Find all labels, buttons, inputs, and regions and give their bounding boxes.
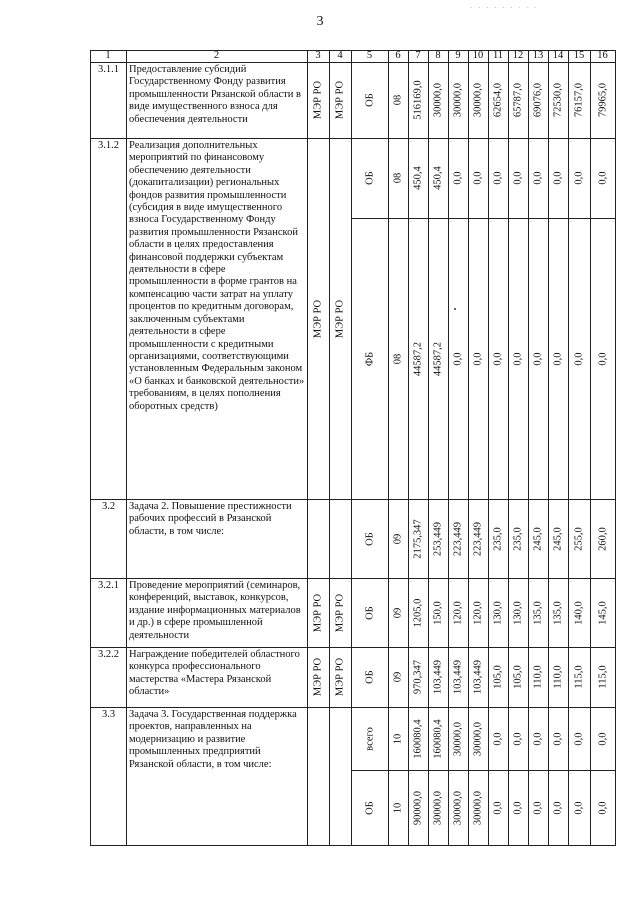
amount-value-text: 0,0 [532, 351, 544, 366]
amount-value-text: 0,0 [532, 171, 544, 185]
amount-value-text: 30000,0 [452, 721, 464, 756]
table-rule [508, 647, 509, 707]
table-rule [548, 62, 549, 138]
amount-value-text: 223,449 [452, 521, 464, 556]
amount-value-text: 44587,2 [412, 341, 424, 376]
column-header-3: 3 [315, 50, 321, 61]
amount-value-text: 970,347 [412, 659, 424, 695]
amount-value-text: 145,0 [597, 600, 608, 625]
amount-value-text: 0,0 [472, 351, 484, 366]
amount-value-text: 223,449 [472, 521, 484, 556]
amount-value-text: 72530,0 [552, 82, 564, 118]
row-description: Проведение мероприятий (семинаров, конференций, выставок, конкурсов, издание информационных материалов и др.) в сфере промышленной деятельности [129, 580, 301, 641]
table-rule [126, 62, 127, 845]
executor-coexecutor-text: МЭР РО [334, 593, 346, 632]
table-rule [351, 62, 352, 138]
column-header-8: 8 [435, 50, 441, 61]
amount-value-text: 1205,0 [412, 598, 424, 627]
funding-source-text: всего [364, 726, 375, 751]
table-rule [528, 707, 529, 845]
column-header-5: 5 [366, 50, 373, 61]
budget-code-text: 08 [392, 94, 404, 106]
row-description: Предоставление субсидий Государственному Фонду развития промышленности Рязанской области в виде имущественного взноса для обеспечения деятельности [129, 64, 301, 125]
budget-code-text: 08 [392, 172, 404, 184]
table-rule [508, 62, 509, 138]
table-rule [568, 578, 569, 647]
budget-code-text: 09 [392, 671, 404, 683]
table-rule [388, 707, 389, 845]
amount-value-text: 0,0 [472, 171, 484, 185]
amount-value-text: 30000,0 [472, 790, 484, 825]
row-code: 3.1.1 [98, 64, 119, 75]
column-header-6: 6 [395, 50, 401, 61]
amount-value-text: 0,0 [532, 731, 544, 746]
table-rule [329, 499, 330, 578]
table-rule [307, 62, 308, 845]
table-rule [90, 499, 616, 500]
table-rule [468, 62, 469, 138]
table-rule [488, 499, 489, 578]
table-rule [488, 647, 489, 707]
amount-value-text: 130,0 [512, 600, 524, 625]
amount-value-text: 0,0 [552, 800, 564, 815]
amount-value-text: 135,0 [552, 600, 564, 625]
column-header-13: 13 [532, 50, 544, 61]
table-rule [388, 62, 389, 138]
amount-value-text: 160080,4 [412, 718, 424, 759]
executor-responsible-text: МЭР РО [312, 80, 324, 120]
amount-value-text: 2175,347 [412, 518, 424, 559]
table-rule [90, 62, 616, 63]
table-rule [408, 138, 409, 499]
column-header-1: 1 [105, 50, 111, 61]
executor-responsible-text: МЭР РО [312, 299, 324, 338]
table-rule [448, 647, 449, 707]
table-rule [568, 499, 569, 578]
scan-artifact: · · · · · · · · · [470, 4, 539, 12]
table-rule [590, 499, 591, 578]
amount-value-text: 253,449 [432, 521, 444, 556]
amount-value-text: 260,0 [597, 526, 608, 551]
amount-value-text: 140,0 [573, 600, 585, 625]
row-description: Награждение победителей областного конкурса профессионального мастерства «Мастера Рязанской области» [129, 649, 300, 698]
funding-source-text: ОБ [364, 800, 375, 815]
row-description: Реализация дополнительных мероприятий по финансовому обеспечению деятельности (докапитализации) региональных фондов развития промышленности (субсидия в виде имущественного взноса Государственному Фонду развития промышленности Рязанской области в целях предоставления финансовой поддержки субъектам деятельности в сфере промышленности в форме грантов на компенсацию части затрат на уплату процентов по кредитным договорам, заключенным субъектами деятельности в сфере промышленности с кредитными организациями, соответствующими установленным Федеральным законом «О банках и банковской деятельности» требованиям, в целях пополнения оборотных средств) [129, 140, 305, 412]
amount-value-text: 0,0 [452, 351, 464, 366]
page-number: 3 [316, 14, 324, 29]
amount-value-text: 130,0 [492, 600, 504, 625]
table-rule [468, 707, 469, 845]
table-rule [428, 138, 429, 499]
amount-value-text: 120,0 [452, 600, 464, 625]
funding-source-text: ОБ [364, 670, 375, 684]
table-rule [508, 138, 509, 499]
amount-value-text: 69076,0 [532, 82, 544, 118]
amount-value-text: 450,4 [432, 166, 444, 190]
table-rule [388, 578, 389, 647]
amount-value-text: 0,0 [532, 800, 544, 815]
amount-value-text: 90000,0 [412, 790, 424, 825]
table-rule [548, 138, 549, 499]
table-rule [590, 578, 591, 647]
table-rule [388, 647, 389, 707]
column-header-11: 11 [492, 50, 504, 61]
table-rule [388, 138, 389, 499]
amount-value-text: 115,0 [597, 665, 608, 689]
column-header-4: 4 [337, 50, 343, 61]
amount-value-text: 150,0 [432, 600, 444, 625]
executor-responsible-text: МЭР РО [312, 657, 324, 697]
amount-value-text: 30000,0 [472, 721, 484, 756]
amount-value-text: 79965,0 [597, 82, 608, 118]
table-rule [528, 499, 529, 578]
amount-value-text: 516169,0 [412, 80, 424, 120]
amount-value-text: 0,0 [512, 800, 524, 815]
table-rule [615, 62, 616, 845]
amount-value-text: 0,0 [552, 731, 564, 746]
column-header-16: 16 [597, 50, 608, 61]
amount-value-text: 65787,0 [512, 82, 524, 118]
amount-value-text: 0,0 [492, 351, 504, 366]
amount-value-text: 110,0 [532, 665, 544, 689]
budget-table [90, 50, 615, 845]
table-rule [548, 707, 549, 845]
table-rule [351, 499, 352, 578]
table-rule [488, 138, 489, 499]
table-rule [351, 707, 352, 845]
table-rule [428, 499, 429, 578]
amount-value-text: 245,0 [552, 526, 564, 551]
budget-code-text: 10 [392, 733, 404, 744]
column-header-14: 14 [552, 50, 564, 61]
amount-value-text: 105,0 [492, 665, 504, 689]
executor-responsible-text: МЭР РО [312, 593, 324, 632]
table-rule [90, 647, 616, 648]
table-rule [488, 578, 489, 647]
amount-value-text: 235,0 [512, 526, 524, 551]
amount-value-text: 30000,0 [432, 790, 444, 825]
table-rule [408, 578, 409, 647]
table-rule [351, 138, 352, 499]
amount-value-text: 30000,0 [472, 82, 484, 118]
column-header-9: 9 [455, 50, 461, 61]
table-rule [408, 499, 409, 578]
table-rule [90, 578, 616, 579]
table-rule [351, 770, 616, 771]
table-rule [548, 578, 549, 647]
table-rule [428, 62, 429, 138]
budget-code-text: 08 [392, 353, 404, 364]
amount-value-text: 160080,4 [432, 718, 444, 759]
table-rule [448, 62, 449, 138]
amount-value-text: 245,0 [532, 526, 544, 551]
amount-value-text: 0,0 [573, 351, 585, 366]
column-header-2: 2 [213, 50, 220, 61]
table-rule [528, 647, 529, 707]
table-rule [428, 647, 429, 707]
row-description: Задача 3. Государственная поддержка проектов, направленных на модернизацию и развитие промышленных предприятий Рязанской области, в том числе: [129, 709, 297, 770]
executor-coexecutor-text: МЭР РО [334, 657, 346, 697]
executor-coexecutor-text: МЭР РО [334, 80, 346, 120]
row-code: 3.2 [101, 501, 116, 512]
amount-value-text: 0,0 [597, 171, 608, 185]
amount-value-text: 120,0 [472, 600, 484, 625]
table-rule [408, 62, 409, 138]
amount-value-text: 30000,0 [432, 82, 444, 118]
amount-value-text: 0,0 [512, 351, 524, 366]
amount-value-text: 0,0 [512, 171, 524, 185]
amount-value-text: 0,0 [573, 171, 585, 185]
amount-value-text: 450,4 [412, 166, 424, 190]
budget-code-text: 09 [392, 533, 404, 544]
column-header-7: 7 [415, 50, 421, 61]
table-rule [590, 707, 591, 845]
amount-value-text: 103,449 [452, 659, 464, 695]
column-header-15: 15 [573, 50, 585, 61]
amount-value-text: 105,0 [512, 665, 524, 689]
amount-value-text: 0,0 [552, 171, 564, 185]
table-rule [448, 499, 449, 578]
amount-value-text: 110,0 [552, 665, 564, 689]
executor-coexecutor-text: МЭР РО [334, 299, 346, 338]
table-rule [329, 578, 330, 647]
table-rule [329, 62, 330, 138]
table-rule [468, 578, 469, 647]
column-header-12: 12 [512, 50, 524, 61]
table-rule [351, 647, 352, 707]
table-rule [428, 707, 429, 845]
table-rule [329, 647, 330, 707]
table-rule [468, 499, 469, 578]
table-rule [448, 138, 449, 499]
table-rule [351, 578, 352, 647]
table-rule [351, 218, 616, 219]
row-description: Задача 2. Повышение престижности рабочих профессий в Рязанской области, в том числе: [129, 501, 292, 537]
table-rule [590, 62, 591, 138]
amount-value-text: 76157,0 [573, 82, 585, 118]
amount-value-text: 103,449 [472, 659, 484, 695]
table-rule [90, 845, 616, 846]
table-rule [90, 62, 91, 845]
column-header-10: 10 [472, 50, 484, 61]
amount-value-text: 0,0 [597, 351, 608, 366]
table-rule [90, 707, 616, 708]
table-rule [590, 138, 591, 499]
amount-value-text: 115,0 [573, 665, 585, 689]
table-rule [408, 647, 409, 707]
table-rule [428, 578, 429, 647]
amount-value-text: 235,0 [492, 526, 504, 551]
row-code: 3.2.2 [98, 649, 119, 660]
table-rule [548, 499, 549, 578]
funding-source-text: ОБ [364, 93, 375, 107]
table-rule [568, 62, 569, 138]
table-rule [329, 707, 330, 845]
funding-source-text: ОБ [364, 605, 375, 620]
table-rule [388, 499, 389, 578]
table-rule [488, 707, 489, 845]
funding-source-text: ОБ [364, 171, 375, 185]
table-rule [508, 707, 509, 845]
amount-value-text: 44587,2 [432, 341, 444, 376]
amount-value-text: 30000,0 [452, 790, 464, 825]
table-rule [448, 578, 449, 647]
table-rule [528, 578, 529, 647]
table-rule [329, 138, 330, 499]
table-rule [468, 647, 469, 707]
amount-value-text: 103,449 [432, 659, 444, 695]
amount-value-text: 0,0 [597, 731, 608, 746]
table-rule [90, 138, 616, 139]
amount-value-text: 0,0 [573, 731, 585, 746]
amount-value-text: 0,0 [573, 800, 585, 815]
table-rule [528, 138, 529, 499]
amount-value-text: 135,0 [532, 600, 544, 625]
table-rule [615, 50, 616, 62]
funding-source-text: ОБ [364, 531, 375, 546]
table-rule [568, 707, 569, 845]
amount-value-text: 30000,0 [452, 82, 464, 118]
table-rule [568, 138, 569, 499]
table-rule [468, 138, 469, 499]
funding-source-text: ФБ [364, 351, 375, 366]
budget-code-text: 09 [392, 607, 404, 618]
table-rule [590, 647, 591, 707]
amount-value-text: 0,0 [552, 351, 564, 366]
scan-speck [454, 308, 456, 310]
row-code: 3.2.1 [98, 580, 119, 591]
table-rule [448, 707, 449, 845]
table-rule [548, 647, 549, 707]
table-rule [508, 578, 509, 647]
table-rule [508, 499, 509, 578]
table-rule [568, 647, 569, 707]
amount-value-text: 62654,0 [492, 82, 504, 118]
amount-value-text: 0,0 [492, 731, 504, 746]
amount-value-text: 0,0 [597, 800, 608, 815]
table-rule [528, 62, 529, 138]
amount-value-text: 255,0 [573, 526, 585, 551]
table-rule [408, 707, 409, 845]
amount-value-text: 0,0 [512, 731, 524, 746]
budget-code-text: 10 [392, 802, 404, 813]
row-code: 3.3 [101, 709, 116, 720]
amount-value-text: 0,0 [452, 171, 464, 185]
amount-value-text: 0,0 [492, 800, 504, 815]
amount-value-text: 0,0 [492, 171, 504, 185]
row-code: 3.1.2 [98, 140, 119, 151]
table-rule [488, 62, 489, 138]
